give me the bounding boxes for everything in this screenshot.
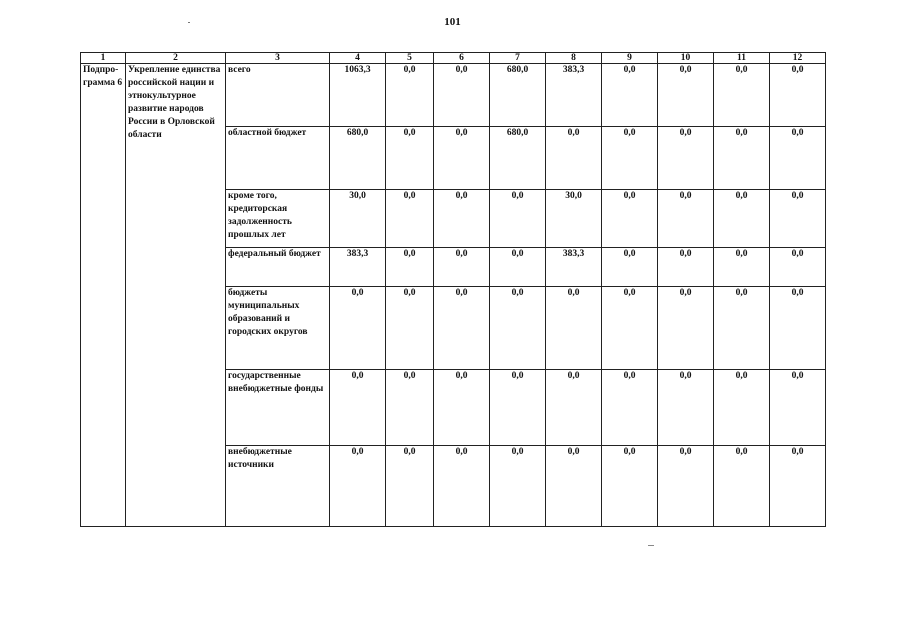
column-header: 9 <box>602 53 658 64</box>
funding-source-cell: федеральный бюджет <box>226 248 330 287</box>
value-cell: 0,0 <box>546 446 602 527</box>
value-cell: 1063,3 <box>330 64 386 127</box>
value-cell: 0,0 <box>770 248 826 287</box>
value-cell: 680,0 <box>490 127 546 190</box>
page-number: 101 <box>444 16 461 28</box>
column-header: 4 <box>330 53 386 64</box>
value-cell: 0,0 <box>386 370 434 446</box>
value-cell: 0,0 <box>714 248 770 287</box>
table-row <box>81 64 826 127</box>
value-cell: 0,0 <box>386 248 434 287</box>
value-cell: 0,0 <box>602 287 658 370</box>
value-cell: 0,0 <box>434 127 490 190</box>
column-header: 11 <box>714 53 770 64</box>
value-cell: 0,0 <box>770 127 826 190</box>
value-cell: 0,0 <box>658 446 714 527</box>
column-header: 1 <box>81 53 126 64</box>
funding-source-cell: государственные внебюджетные фонды <box>226 370 330 446</box>
value-cell: 0,0 <box>490 446 546 527</box>
scan-speck <box>648 545 654 546</box>
column-header: 3 <box>226 53 330 64</box>
value-cell: 0,0 <box>714 287 770 370</box>
program-code-cell: Подпро-грамма 6 <box>81 64 126 527</box>
column-header: 2 <box>126 53 226 64</box>
value-cell: 0,0 <box>770 190 826 248</box>
funding-source-cell: бюджеты муниципальных образований и городских округов <box>226 287 330 370</box>
value-cell: 0,0 <box>658 190 714 248</box>
budget-table <box>80 52 826 527</box>
value-cell: 0,0 <box>658 248 714 287</box>
value-cell: 0,0 <box>602 190 658 248</box>
value-cell: 0,0 <box>386 190 434 248</box>
value-cell: 0,0 <box>602 248 658 287</box>
funding-source-cell: всего <box>226 64 330 127</box>
value-cell: 0,0 <box>490 190 546 248</box>
column-header: 6 <box>434 53 490 64</box>
funding-source-cell: кроме того, кредиторская задолженность прошлых лет <box>226 190 330 248</box>
value-cell: 0,0 <box>434 446 490 527</box>
value-cell: 0,0 <box>490 287 546 370</box>
column-header: 7 <box>490 53 546 64</box>
value-cell: 0,0 <box>386 64 434 127</box>
value-cell: 0,0 <box>386 127 434 190</box>
value-cell: 0,0 <box>658 64 714 127</box>
value-cell: 383,3 <box>330 248 386 287</box>
value-cell: 0,0 <box>714 370 770 446</box>
value-cell: 0,0 <box>770 446 826 527</box>
funding-source-cell: внебюджетные источники <box>226 446 330 527</box>
value-cell: 0,0 <box>714 190 770 248</box>
value-cell: 0,0 <box>490 248 546 287</box>
value-cell: 0,0 <box>658 127 714 190</box>
value-cell: 0,0 <box>770 370 826 446</box>
value-cell: 680,0 <box>330 127 386 190</box>
value-cell: 0,0 <box>602 64 658 127</box>
value-cell: 0,0 <box>386 287 434 370</box>
value-cell: 0,0 <box>330 287 386 370</box>
value-cell: 0,0 <box>434 370 490 446</box>
value-cell: 0,0 <box>386 446 434 527</box>
column-header: 10 <box>658 53 714 64</box>
column-header: 5 <box>386 53 434 64</box>
value-cell: 0,0 <box>658 287 714 370</box>
value-cell: 0,0 <box>714 446 770 527</box>
value-cell: 0,0 <box>546 370 602 446</box>
value-cell: 30,0 <box>330 190 386 248</box>
value-cell: 0,0 <box>330 370 386 446</box>
value-cell: 0,0 <box>434 287 490 370</box>
value-cell: 0,0 <box>602 127 658 190</box>
value-cell: 680,0 <box>490 64 546 127</box>
value-cell: 0,0 <box>434 248 490 287</box>
scan-speck <box>188 22 190 23</box>
program-name-cell: Укрепление единства российской нации и этнокультурное развитие народов России в Орловской области <box>126 64 226 527</box>
column-number-row <box>81 53 826 64</box>
value-cell: 30,0 <box>546 190 602 248</box>
funding-source-cell: областной бюджет <box>226 127 330 190</box>
value-cell: 0,0 <box>714 64 770 127</box>
column-header: 8 <box>546 53 602 64</box>
value-cell: 0,0 <box>330 446 386 527</box>
value-cell: 0,0 <box>770 287 826 370</box>
column-header: 12 <box>770 53 826 64</box>
value-cell: 0,0 <box>602 446 658 527</box>
value-cell: 0,0 <box>658 370 714 446</box>
value-cell: 0,0 <box>490 370 546 446</box>
value-cell: 0,0 <box>602 370 658 446</box>
value-cell: 0,0 <box>546 287 602 370</box>
value-cell: 0,0 <box>770 64 826 127</box>
value-cell: 383,3 <box>546 64 602 127</box>
value-cell: 0,0 <box>714 127 770 190</box>
value-cell: 0,0 <box>546 127 602 190</box>
value-cell: 0,0 <box>434 64 490 127</box>
value-cell: 383,3 <box>546 248 602 287</box>
value-cell: 0,0 <box>434 190 490 248</box>
